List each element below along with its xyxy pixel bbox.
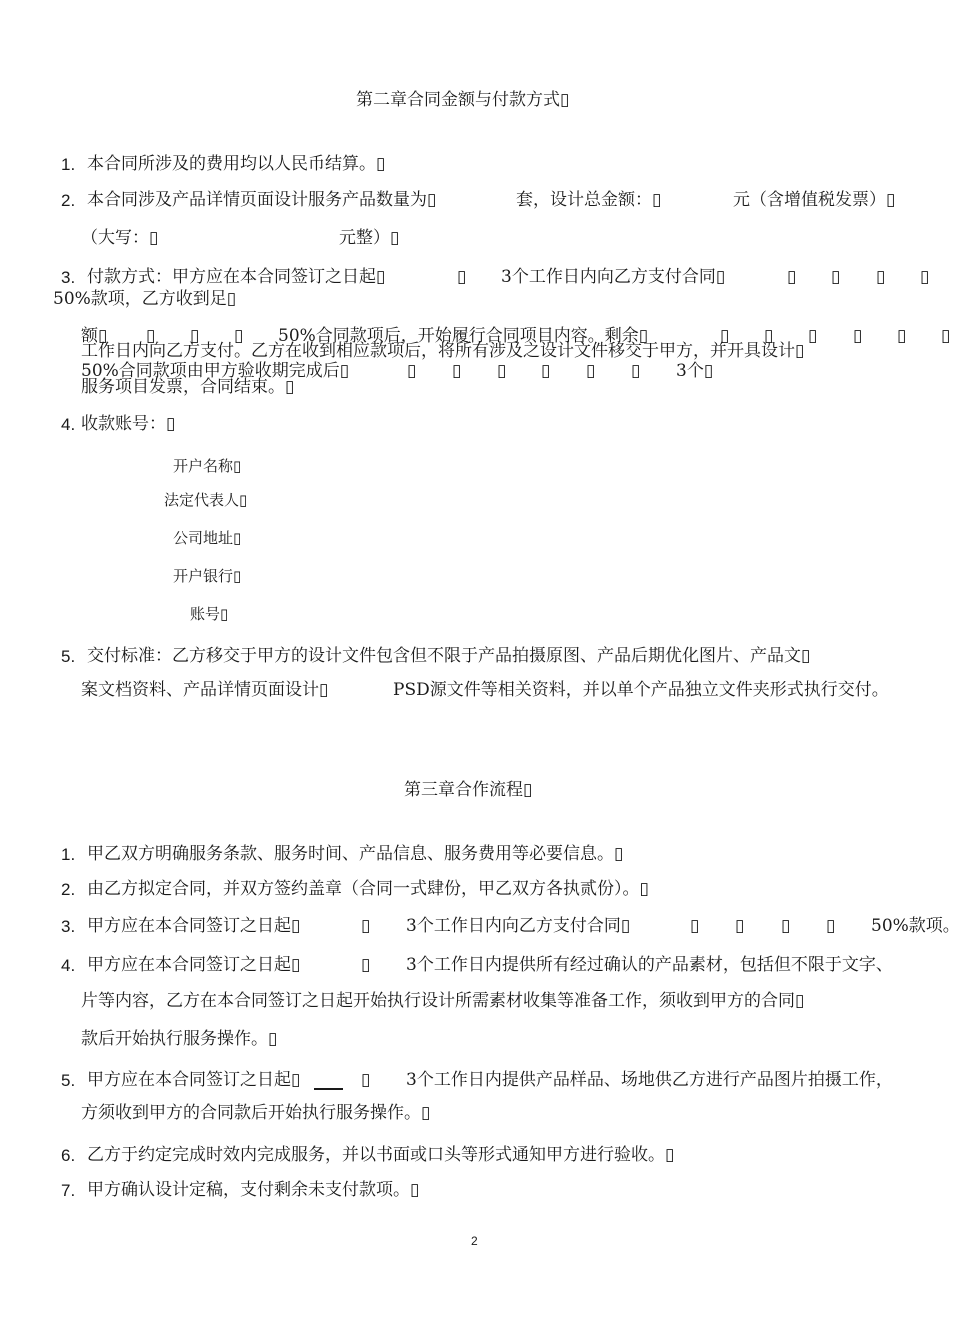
glyph-placeholder: ▯ <box>941 326 951 346</box>
glyph-placeholder: ▯ <box>452 361 462 381</box>
clause-text: 本合同所涉及的费用均以人民币结算。▯ <box>87 154 386 174</box>
clause-text: 收款账号：▯ <box>81 414 176 434</box>
item-number: 4. <box>61 956 76 975</box>
glyph-placeholder: ▯ <box>407 361 417 381</box>
clause-text: 服务项目发票，合同结束。▯ <box>81 377 295 397</box>
page-number: 2 <box>471 1234 478 1248</box>
clause-text: 方须收到甲方的合同款后开始执行服务操作。▯ <box>81 1103 431 1123</box>
glyph-placeholder: ▯ <box>735 916 745 936</box>
glyph-placeholder: ▯ <box>781 916 791 936</box>
item-number: 3. <box>61 917 76 936</box>
glyph-placeholder: ▯ <box>234 326 244 346</box>
glyph-placeholder: ▯ <box>361 1070 371 1090</box>
glyph-placeholder: ▯ <box>690 916 700 936</box>
glyph-placeholder: ▯ <box>826 916 836 936</box>
clause-text: 50%合同款项后，开始履行合同项目内容。剩余▯ <box>278 326 649 346</box>
glyph-placeholder: ▯ <box>787 267 797 287</box>
clause-text: 款后开始执行服务操作。▯ <box>81 1029 278 1049</box>
account-field-label: 开户银行▯ <box>173 567 242 585</box>
glyph-placeholder: ▯ <box>541 361 551 381</box>
glyph-placeholder: ▯ <box>831 267 841 287</box>
clause-text: 3个工作日内提供所有经过确认的产品素材，包括但不限于文字、 <box>406 955 893 975</box>
item-number: 5. <box>61 647 76 666</box>
clause-text: PSD源文件等相关资料，并以单个产品独立文件夹形式执行交付。 <box>393 680 889 700</box>
clause-text: 甲方应在本合同签订之日起▯ <box>87 955 301 975</box>
clause-text: 元（含增值税发票）▯ <box>733 190 896 210</box>
item-number: 4. <box>61 415 76 434</box>
clause-text: 50%款项。 <box>871 916 960 936</box>
clause-text: 额▯ <box>81 326 108 346</box>
clause-text: 本合同涉及产品详情页面设计服务产品数量为▯ <box>87 190 437 210</box>
clause-text: 元整）▯ <box>339 228 400 248</box>
glyph-placeholder: ▯ <box>808 326 818 346</box>
item-number: 7. <box>61 1181 76 1200</box>
clause-text: 50%款项，乙方收到足▯ <box>53 289 237 309</box>
clause-text: 甲乙双方明确服务条款、服务时间、产品信息、服务费用等必要信息。▯ <box>87 844 624 864</box>
account-field-label: 法定代表人▯ <box>164 491 248 509</box>
clause-text: 甲方应在本合同签订之日起▯ <box>87 916 301 936</box>
glyph-placeholder: ▯ <box>497 361 507 381</box>
clause-text: 3个工作日内提供产品样品、场地供乙方进行产品图片拍摄工作， <box>406 1070 893 1090</box>
item-number: 2. <box>61 191 76 210</box>
glyph-placeholder: ▯ <box>361 916 371 936</box>
glyph-placeholder: ▯ <box>190 326 200 346</box>
clause-text: 交付标准：乙方移交于甲方的设计文件包含但不限于产品拍摄原图、产品后期优化图片、产品文▯ <box>87 646 811 666</box>
glyph-placeholder: ▯ <box>631 361 641 381</box>
clause-text: 乙方于约定完成时效内完成服务，并以书面或口头等形式通知甲方进行验收。▯ <box>87 1145 675 1165</box>
chapter2-title: 第二章合同金额与付款方式▯ <box>356 90 570 110</box>
item-number: 6. <box>61 1146 76 1165</box>
clause-text: 甲方应在本合同签订之日起▯ <box>87 1070 301 1090</box>
clause-text: 3个▯ <box>676 361 714 381</box>
glyph-placeholder: ▯ <box>720 326 730 346</box>
clause-text: 3个工作日内向乙方支付合同▯ <box>406 916 631 936</box>
account-field-label: 账号▯ <box>190 605 229 623</box>
clause-text: 50%合同款项由甲方验收期完成后▯ <box>81 361 350 381</box>
glyph-placeholder: ▯ <box>897 326 907 346</box>
clause-text: 套，设计总金额：▯ <box>516 190 662 210</box>
clause-text: 3个工作日内向乙方支付合同▯ <box>501 267 726 287</box>
glyph-placeholder: ▯ <box>876 267 886 287</box>
clause-text: 由乙方拟定合同，并双方签约盖章（合同一式肆份，甲乙双方各执贰份）。▯ <box>87 879 649 899</box>
clause-text: 案文档资料、产品详情页面设计▯ <box>81 680 329 700</box>
clause-text: （大写：▯ <box>81 228 159 248</box>
glyph-placeholder: ▯ <box>920 267 930 287</box>
item-number: 2. <box>61 880 76 899</box>
glyph-placeholder: ▯ <box>853 326 863 346</box>
underline-mark <box>314 1088 343 1090</box>
glyph-placeholder: ▯ <box>361 955 371 975</box>
item-number: 3. <box>61 268 76 287</box>
item-number: 1. <box>61 155 76 174</box>
clause-text: 工作日内向乙方支付。乙方在收到相应款项后，将所有涉及之设计文件移交于甲方，并开具设计▯ <box>81 341 805 361</box>
glyph-placeholder: ▯ <box>586 361 596 381</box>
account-field-label: 开户名称▯ <box>173 457 242 475</box>
item-number: 1. <box>61 845 76 864</box>
clause-text: 甲方确认设计定稿，支付剩余未支付款项。▯ <box>87 1180 420 1200</box>
clause-text: 付款方式：甲方应在本合同签订之日起▯ <box>87 267 386 287</box>
item-number: 5. <box>61 1071 76 1090</box>
glyph-placeholder: ▯ <box>764 326 774 346</box>
account-field-label: 公司地址▯ <box>173 529 242 547</box>
chapter3-title: 第三章合作流程▯ <box>404 780 533 800</box>
glyph-placeholder: ▯ <box>457 267 467 287</box>
glyph-placeholder: ▯ <box>146 326 156 346</box>
clause-text: 片等内容，乙方在本合同签订之日起开始执行设计所需素材收集等准备工作，须收到甲方的合同▯ <box>81 991 805 1011</box>
